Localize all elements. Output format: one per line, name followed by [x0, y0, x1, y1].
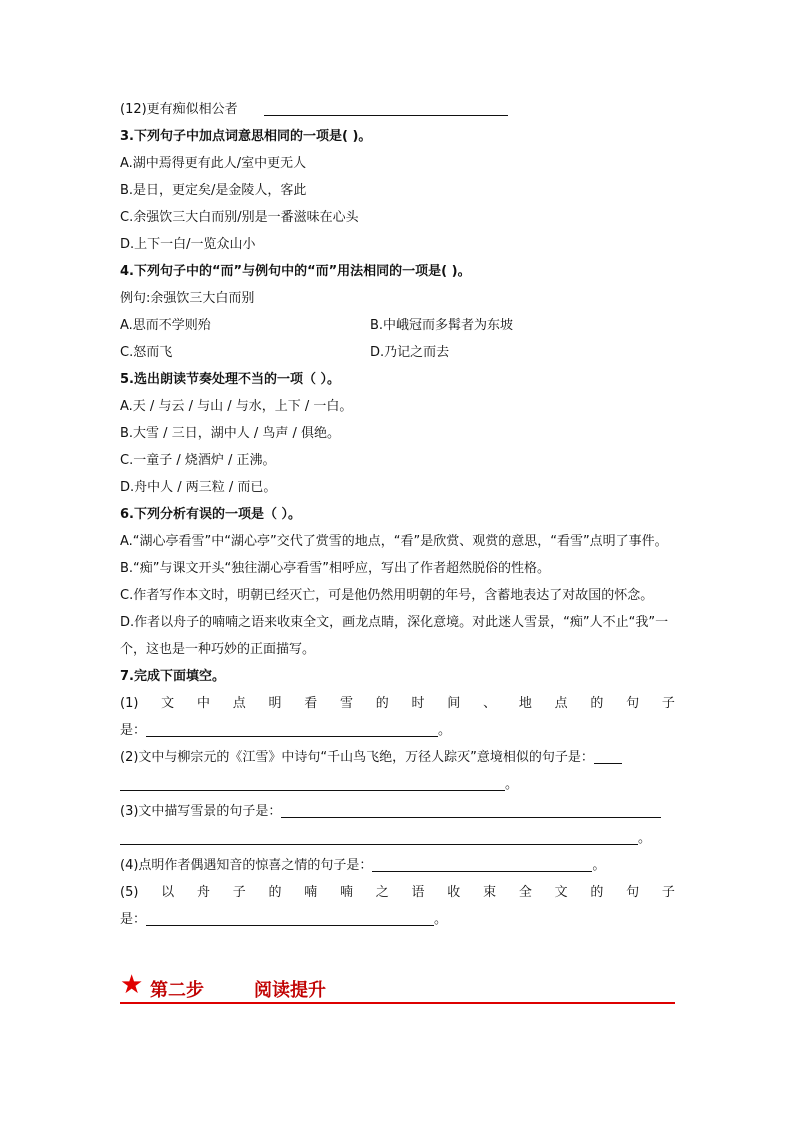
star-icon: ★ — [120, 970, 144, 1000]
q7-item-3-answer: 。 — [120, 825, 675, 852]
answer-blank[interactable] — [146, 911, 434, 926]
q6-option-d: D.作者以舟子的喃喃之语来收束全文，画龙点睛，深化意境。对此迷人雪景，“痴”人不止“我”一个，这也是一种巧妙的正面描写。 — [120, 615, 669, 657]
q5-option-b: B.大雪 / 三日，湖中人 / 鸟声 / 俱绝。 — [120, 426, 340, 441]
q7-item-1: (1) 文 中 点 明 看 雪 的 时 间 、 地 点 的 句 子 — [120, 696, 675, 711]
q3-option-d: D.上下一白/一览众山小 — [120, 237, 256, 252]
question-4: 4.下列句子中的“而”与例句中的“而”用法相同的一项是( )。 — [120, 264, 471, 279]
answer-blank[interactable] — [120, 776, 505, 791]
q7-item-1-answer: 是： 。 — [120, 723, 452, 738]
q4-option-c: C.怒而飞 — [120, 345, 173, 360]
q4-options-row-2 — [120, 339, 675, 366]
q5-option-c: C.一童子 / 烧酒炉 / 正沸。 — [120, 453, 276, 468]
answer-blank[interactable] — [120, 830, 638, 845]
answer-blank[interactable] — [372, 857, 592, 872]
answer-blank[interactable] — [264, 101, 508, 116]
section-step-label: 第二步 — [150, 980, 204, 1001]
section-header — [120, 972, 675, 1004]
q7-item-3: (3)文中描写雪景的句子是： — [120, 798, 675, 825]
q6-option-a: A.“湖心亭看雪”中“湖心亭”交代了赏雪的地点，“看”是欣赏、观赏的意思，“看雪”点明了事件。 — [120, 534, 668, 549]
q3-option-a: A.湖中焉得更有此人/室中更无人 — [120, 156, 307, 171]
q4-option-b: B.中峨冠而多髯者为东坡 — [370, 318, 514, 333]
question-6: 6.下列分析有误的一项是（ ）。 — [120, 507, 302, 522]
q5-option-d: D.舟中人 / 两三粒 / 而已。 — [120, 480, 277, 495]
question-5: 5.选出朗读节奏处理不当的一项（ ）。 — [120, 372, 341, 387]
q2-item-12: (12)更有痴似相公者 — [120, 96, 675, 123]
q6-option-b: B.“痴”与课文开头“独往湖心亭看雪”相呼应，写出了作者超然脱俗的性格。 — [120, 561, 550, 576]
answer-blank[interactable] — [281, 803, 661, 818]
q7-item-5: (5) 以 舟 子 的 喃 喃 之 语 收 束 全 文 的 句 子 — [120, 885, 675, 900]
q7-item-5-answer: 是： 。 — [120, 912, 448, 927]
q4-option-a: A.思而不学则殆 — [120, 318, 211, 333]
q3-option-b: B.是日，更定矣/是金陵人，客此 — [120, 183, 307, 198]
q7-item-2: (2)文中与柳宗元的《江雪》中诗句“千山鸟飞绝，万径人踪灭”意境相似的句子是： — [120, 744, 675, 771]
q7-item-2-answer: 。 — [120, 771, 675, 798]
q6-option-c: C.作者写作本文时，明朝已经灭亡，可是他仍然用明朝的年号，含蓄地表达了对故国的怀念。 — [120, 588, 654, 603]
q4-example: 例句:余强饮三大白而别 — [120, 291, 255, 306]
question-7: 7.完成下面填空。 — [120, 669, 225, 684]
q3-option-c: C.余强饮三大白而别/别是一番滋味在心头 — [120, 210, 359, 225]
section-title: 阅读提升 — [254, 980, 326, 1001]
q4-options-row-1 — [120, 312, 675, 339]
answer-blank[interactable] — [146, 722, 438, 737]
answer-blank[interactable] — [594, 749, 622, 764]
question-3: 3.下列句子中加点词意思相同的一项是( )。 — [120, 129, 372, 144]
worksheet — [120, 96, 675, 933]
q5-option-a: A.天 / 与云 / 与山 / 与水，上下 / 一白。 — [120, 399, 353, 414]
q7-item-4: (4)点明作者偶遇知音的惊喜之情的句子是： 。 — [120, 858, 606, 873]
q4-option-d: D.乃记之而去 — [370, 345, 450, 360]
